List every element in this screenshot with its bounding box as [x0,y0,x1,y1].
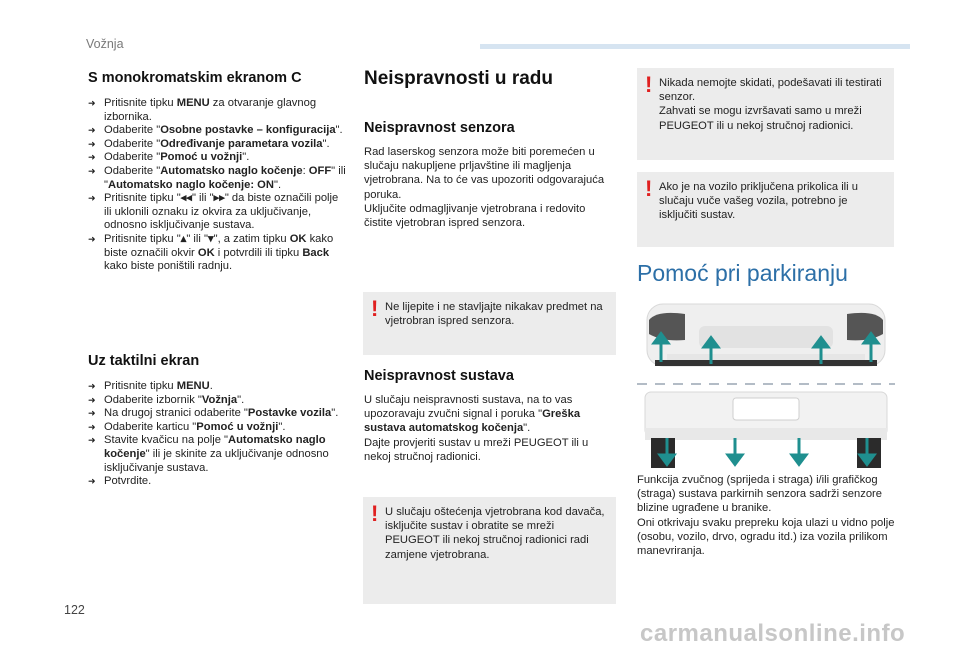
step-text: Odaberite " [104,151,161,164]
step-item [86,434,348,475]
step-text: Stavite kvačicu na polje " [104,434,228,447]
step-text: Odaberite " [104,137,161,150]
step-emphasis: Back [302,246,330,259]
step-emphasis: Automatsko naglo kočenje: ON [107,178,274,191]
step-emphasis: OK [197,246,215,259]
step-emphasis: MENU [176,380,210,392]
arrow-right-icon: ➜ [88,233,96,244]
step-emphasis: OFF [308,164,332,177]
warning-note-sensor [637,68,894,160]
step-text: Pritisnite tipku " [104,232,181,245]
system-fault-text-b: ". Dajte provjeriti sustav u mreži PEUGEOT ili u nekoj stručnoj radionici. [364,422,589,463]
step-text: ". [278,420,286,433]
step-text: Pritisnite tipku " [104,192,181,205]
arrow-right-icon: ➜ [88,193,96,204]
step-emphasis: ▾ [207,232,214,245]
step-text: Odaberite " [104,164,161,177]
header-bar [480,44,910,49]
step-text: . [209,380,213,392]
arrow-right-icon: ➜ [88,152,96,163]
step-emphasis: ◂◂ [180,192,192,205]
step-item [86,233,348,274]
step-text: ". [335,124,343,137]
warning-note-damage [363,497,616,604]
warning-note-text: Nikada nemojte skidati, podešavati ili testirati senzor. Zahvati se mogu izvršavati samo u mreži PEUGEOT ili u nekoj stručnoj radionici. [659,77,882,132]
section-title-monochrome: S monokromatskim ekranom C [88,70,302,86]
exclamation-icon: ! [371,501,379,526]
step-item [86,138,348,152]
arrow-right-icon: ➜ [88,408,96,419]
warning-note-text: Ne lijepite i ne stavljajte nikakav predmet na vjetrobran ispred senzora. [385,301,603,328]
step-text: ", a zatim tipku [213,232,290,245]
step-emphasis: Postavke vozila [247,407,332,420]
step-text: ". [322,137,330,150]
exclamation-icon: ! [645,176,653,201]
step-item [86,394,348,408]
step-emphasis: Osobne postavke – konfiguracija [160,124,336,137]
step-text: " ili " [104,164,346,191]
arrow-down-icon [726,438,744,466]
step-item [86,151,348,165]
step-text: " ili je skinite za uključivanje odnosno isključivanje sustava. [104,447,329,474]
steps-touchscreen [86,380,348,489]
system-fault-text [364,393,614,464]
arrow-right-icon: ➜ [88,435,96,446]
step-item [86,165,348,192]
subsection-title-sensor: Neispravnost senzora [364,120,515,136]
sensor-fault-text: Rad laserskog senzora može biti poremećen u slučaju nakupljene prljavštine ili magljenja vjetrobrana. Na to će vas upozoriti odgovarajuća poruka. Uključite odmagljivanje vjetrobrana i redovito čistite vjetrobran ispred senzora. [364,146,605,230]
step-item [86,192,348,233]
section-title-touchscreen: Uz taktilni ekran [88,353,200,369]
step-emphasis: ▸▸ [213,192,225,205]
step-emphasis: MENU [176,97,210,109]
exclamation-icon: ! [645,72,653,97]
step-text: Odaberite izbornik " [104,393,202,406]
step-text: Odaberite " [104,124,161,137]
arrow-right-icon: ➜ [88,476,96,487]
rear-bumper-drawing [645,392,887,468]
step-emphasis: ▴ [180,232,187,245]
running-header: Vožnja [86,37,124,51]
front-bumper-drawing [647,304,885,366]
step-emphasis: Određivanje parametara vozila [160,137,323,150]
step-text: Pritisnite tipku [104,380,177,392]
arrow-right-icon: ➜ [88,421,96,432]
step-emphasis: OK [289,232,307,245]
step-emphasis: Vožnja [201,393,238,406]
step-text: za otvaranje glavnog izbornika. [104,97,317,123]
arrow-right-icon: ➜ [88,394,96,405]
section-title-malfunctions: Neispravnosti u radu [364,68,553,89]
step-text: " ili " [186,232,208,245]
step-item [86,421,348,435]
step-item [86,380,348,394]
step-emphasis: Automatsko naglo kočenje [104,434,326,460]
step-text: " da biste označili polje ili uklonili oznaku iz okvira za uključivanje, odnosno isključivanje sustava. [104,192,339,232]
exclamation-icon: ! [371,296,379,321]
step-text: i potvrdili ili tipku [214,246,303,259]
arrow-right-icon: ➜ [88,98,96,108]
step-emphasis: Automatsko naglo kočenje [160,164,303,177]
step-text: ". [273,178,282,191]
arrow-right-icon: ➜ [88,138,96,149]
step-text: " ili " [191,192,214,205]
warning-note-windscreen [363,292,616,355]
system-fault-text-a: U slučaju neispravnosti sustava, na to vas upozoravaju zvučni signal i poruka " [364,394,573,421]
step-text: ". [242,151,250,164]
step-text: kako biste označili okvir [104,232,334,259]
step-text: kako biste poništili radnju. [104,260,233,273]
parking-description: Funkcija zvučnog (sprijeda i straga) i/ili grafičkog (straga) sustava parkirnih senzora sadrži senzore blizine ugrađene u branike. Oni otkrivaju svaku prepreku koja ulazi u vidno polje (osobu, vozilo, drvo, ogradu itd.) iza vozila prilikom manevriranja. [637,474,895,558]
parking-sensors-illustration [637,300,895,472]
step-item [86,124,348,138]
step-text: Pritisnite tipku [104,97,177,109]
arrow-right-icon: ➜ [88,381,96,391]
warning-note-text: Ako je na vozilo priključena prikolica ili u slučaju vuče vašeg vozila, potrebno je isključiti sustav. [659,181,858,222]
step-item [86,97,348,124]
step-text: ". [331,407,339,420]
arrow-right-icon: ➜ [88,125,96,136]
step-text: Na drugoj stranici odaberite " [104,407,248,420]
step-text: Odaberite karticu " [104,420,197,433]
step-text: : [302,164,309,177]
warning-note-text: U slučaju oštećenja vjetrobrana kod davača, isključite sustav i obratite se mreži PEUGEOT ili nekoj stručnoj radionici radi zamjene vjetrobrana. [385,506,605,561]
step-text: Potvrdite. [104,475,152,488]
warning-note-trailer [637,172,894,247]
steps-monochrome [86,97,348,274]
arrow-right-icon: ➜ [88,165,96,176]
page-number: 122 [64,603,85,617]
step-emphasis: Pomoć u vožnji [160,151,243,164]
step-item [86,407,348,421]
arrow-down-icon [790,438,808,466]
system-fault-message: Greška sustava automatskog kočenja [364,408,581,435]
section-title-parking: Pomoć pri parkiranju [637,260,848,286]
subsection-title-system: Neispravnost sustava [364,368,514,384]
step-emphasis: Pomoć u vožnji [196,420,279,433]
step-text: ". [237,393,245,406]
step-item [86,475,348,489]
watermark: carmanualsonline.info [640,620,906,647]
